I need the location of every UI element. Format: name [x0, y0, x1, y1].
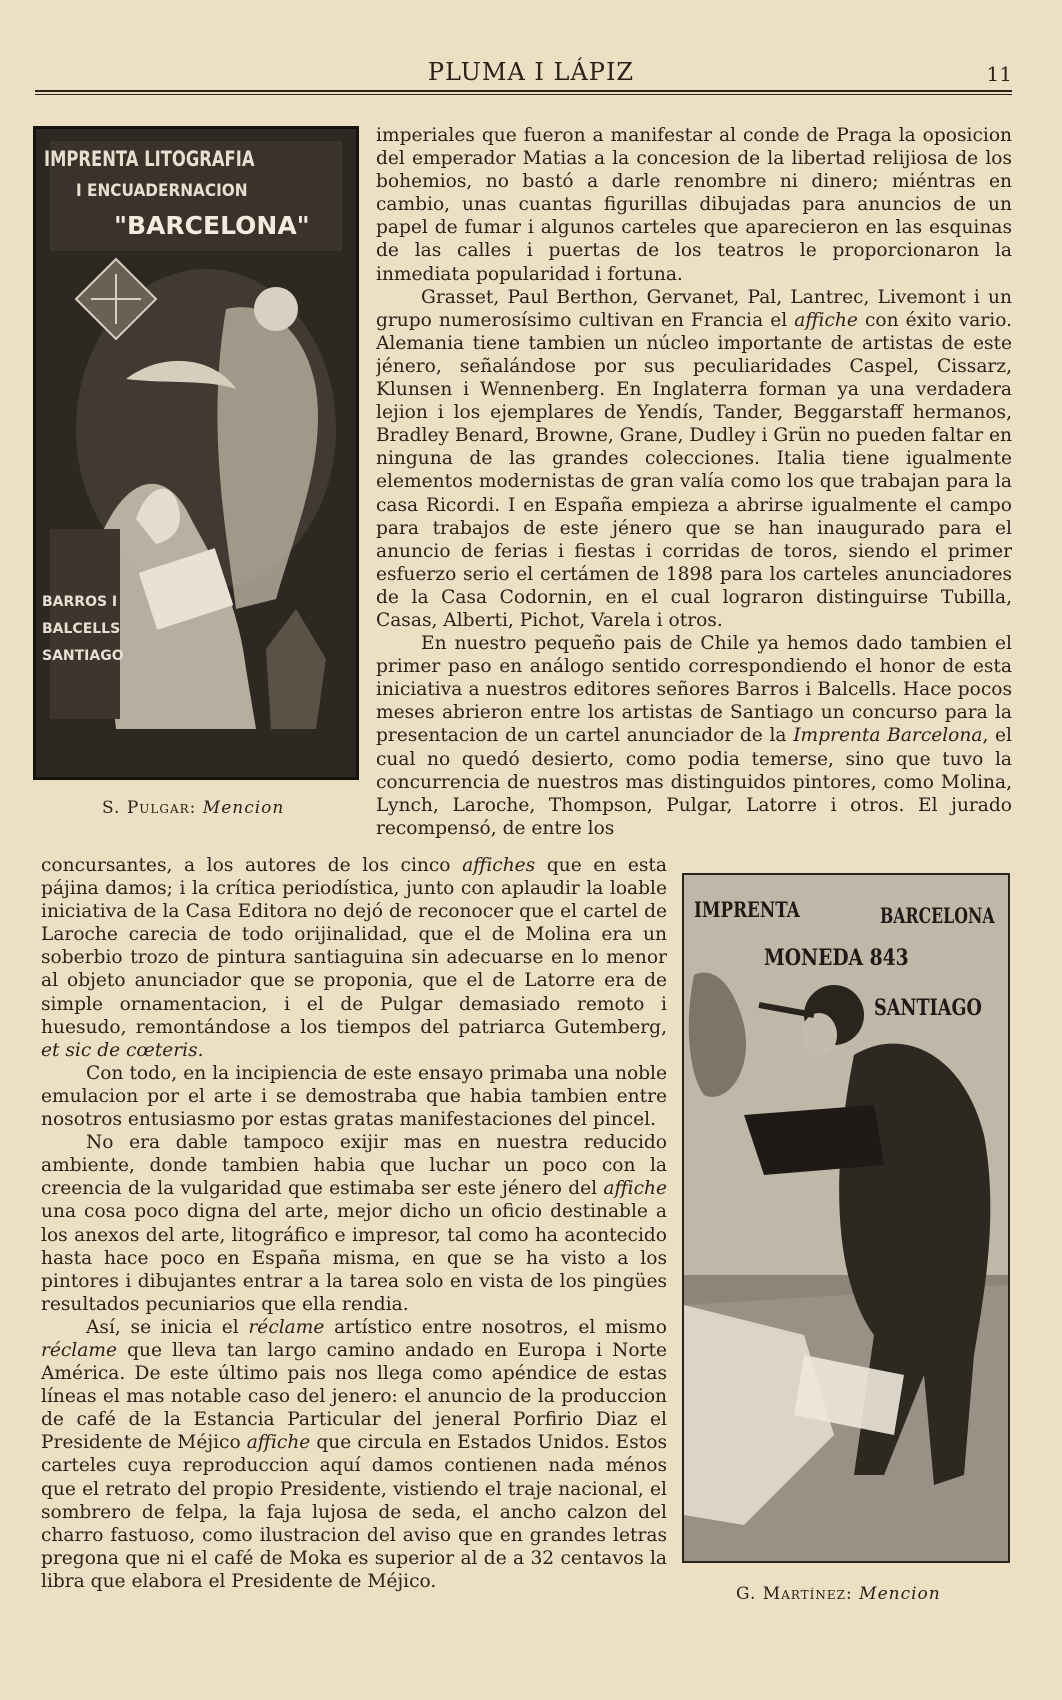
column-right-upper	[376, 124, 1012, 854]
figure-right-caption-note: Mencion	[859, 1584, 941, 1604]
paragraph-6: Así, se inicia el réclame artístico entre nosotros, el mismo réclame que lleva tan largo camino andado en Europa i Norte América. De este último pais nos llega como apéndice de estas líneas el mas notable caso del jenero: el anuncio de la produccion de café de la Estancia Particular del jeneral Porfirio Diaz el Presidente de Méjico affiche que circula en Estados Unidos. Estos carteles cuya reproduccion aquí damos contienen nada ménos que el retrato del propio Presidente, vistiendo el traje nacional, el sombrero de felpa, la faja lujosa de seda, el ancho calzon del charro fastuoso, como ilustracion del aviso que en grandes letras pregona que ni el café de Moka es superior al de a 32 centavos la libra que elabora el Presidente de Méjico.	[41, 1316, 667, 1592]
paragraph-1: imperiales que fueron a manifestar al conde de Praga la oposicion del emperador Matias a la concesion de la libertad relijiosa de los bohemios, no bastó a darle renombre ni dinero; miéntras en cambio, unas cuantas figurillas dibujadas para anuncios de un papel de fumar i algunos carteles que aparecieron en las esquinas de las calles i puertas de los teatros le proporcionaron la inmediata popularidad i fortuna.	[376, 125, 1012, 285]
figure-left-caption-note: Mencion	[202, 798, 285, 818]
poster-left-line3: "BARCELONA"	[114, 211, 310, 240]
poster-right-line4: SANTIAGO	[874, 995, 982, 1021]
poster-plate-right	[682, 873, 1010, 1563]
paragraph-4: Con todo, en la incipiencia de este ensayo primaba una noble emulacion por el arte i se demostraba que habia tambien entre nosotros entusiasmo por estas gratas manifestaciones del pincel.	[41, 1062, 667, 1131]
poster-left-line2: I ENCUADERNACION	[76, 181, 248, 201]
poster-right-line3: MONEDA 843	[764, 945, 909, 971]
paragraph-2: Grasset, Paul Berthon, Gervanet, Pal, Lantrec, Livemont i un grupo numerosísimo cultivan en Francia el affiche con éxito vario. Alemania tiene tambien un núcleo importante de artistas de este jénero, señalándose por sus peculiaridades Caspel, Cissarz, Klunsen i Wennenberg. En Inglaterra forman ya una verdadera lejion i los ejemplares de Yendís, Tander, Beggarstaff hermanos, Bradley Benard, Browne, Grane, Dudley i Grün no pueden faltar en ninguna de las grandes colecciones. Italia tiene igualmente elementos modernistas de gran valía como los que trabajan para la casa Ricordi. I en España empieza a abrirse igualmente el campo para trabajos de este jénero que se han inaugurado para el anuncio de ferias i fiestas i corridas de toros, siendo el primer esfuerzo serio el certámen de 1898 para los carteles anunciadores de la Casa Codornin, en el cual lograron distinguirse Tubilla, Casas, Alberti, Pichot, Varela i otros.	[376, 286, 1012, 631]
page-number: 11	[986, 62, 1012, 86]
figure-right-caption-author: G. Martínez:	[736, 1584, 853, 1604]
paragraph-3-continued: concursantes, a los autores de los cinco affiches que en esta pájina damos; i la crítica periodística, junto con aplaudir la loable iniciativa de la Casa Editora no dejó de reconocer que el cartel de Laroche carecia de todo orijinalidad, que el de Molina era un soberbio trozo de pintura santiaguina sin adecuarse en lo menor al objeto anunciador que se proponia, que el de Latorre era de simple ornamentacion, i el de Pulgar demasiado remoto i huesudo, remontándose a los tiempos del patriarca Gutemberg, et sic de cœteris.	[41, 855, 667, 1061]
poster-right-line1: IMPRENTA	[694, 897, 800, 922]
running-header-title: PLUMA I LÁPIZ	[427, 58, 635, 86]
paragraph-3: En nuestro pequeño pais de Chile ya hemos dado tambien el primer paso en análogo sentido correspondiendo el honor de esta iniciativa a nuestros editores señores Barros i Balcells. Hace pocos meses abrieron entre los artistas de Santiago un concurso para la presentacion de un cartel anunciador de la Imprenta Barcelona, el cual no quedó desierto, como podia temerse, sino que tuvo la concurrencia de nuestros mas distinguidos pintores, como Molina, Lynch, Laroche, Thompson, Pulgar, Latorre i otros. El jurado recompensó, de entre los	[376, 633, 1012, 839]
header-rule-thin	[35, 94, 1012, 95]
figure-right-caption	[736, 1584, 941, 1604]
poster-right-line2: BARCELONA	[880, 903, 995, 928]
poster-left-line1: IMPRENTA LITOGRAFIA	[44, 147, 255, 171]
header-rule	[35, 90, 1012, 92]
paragraph-5: No era dable tampoco exijir mas en nuestra reducido ambiente, donde tambien habia que luchar un poco con la creencia de la vulgaridad que estimaba ser este jénero del affiche una cosa poco digna del arte, mejor dicho un oficio destinable a los anexos del arte, litográfico e impresor, tal como ha acontecido hasta hace poco en España misma, en que se ha visto a los pintores i dibujantes entrar a la tarea solo en vista de los pingües resultados pecuniarios que ella rendia.	[41, 1132, 667, 1315]
figure-left-caption	[102, 798, 284, 818]
poster-left-side: BARROS I BALCELLS SANTIAGO	[42, 594, 124, 664]
poster-plate-left	[33, 126, 359, 780]
figure-left-caption-author: S. Pulgar:	[102, 798, 197, 818]
column-left-lower	[41, 854, 667, 1634]
poster-illustration-right	[684, 875, 1008, 1561]
